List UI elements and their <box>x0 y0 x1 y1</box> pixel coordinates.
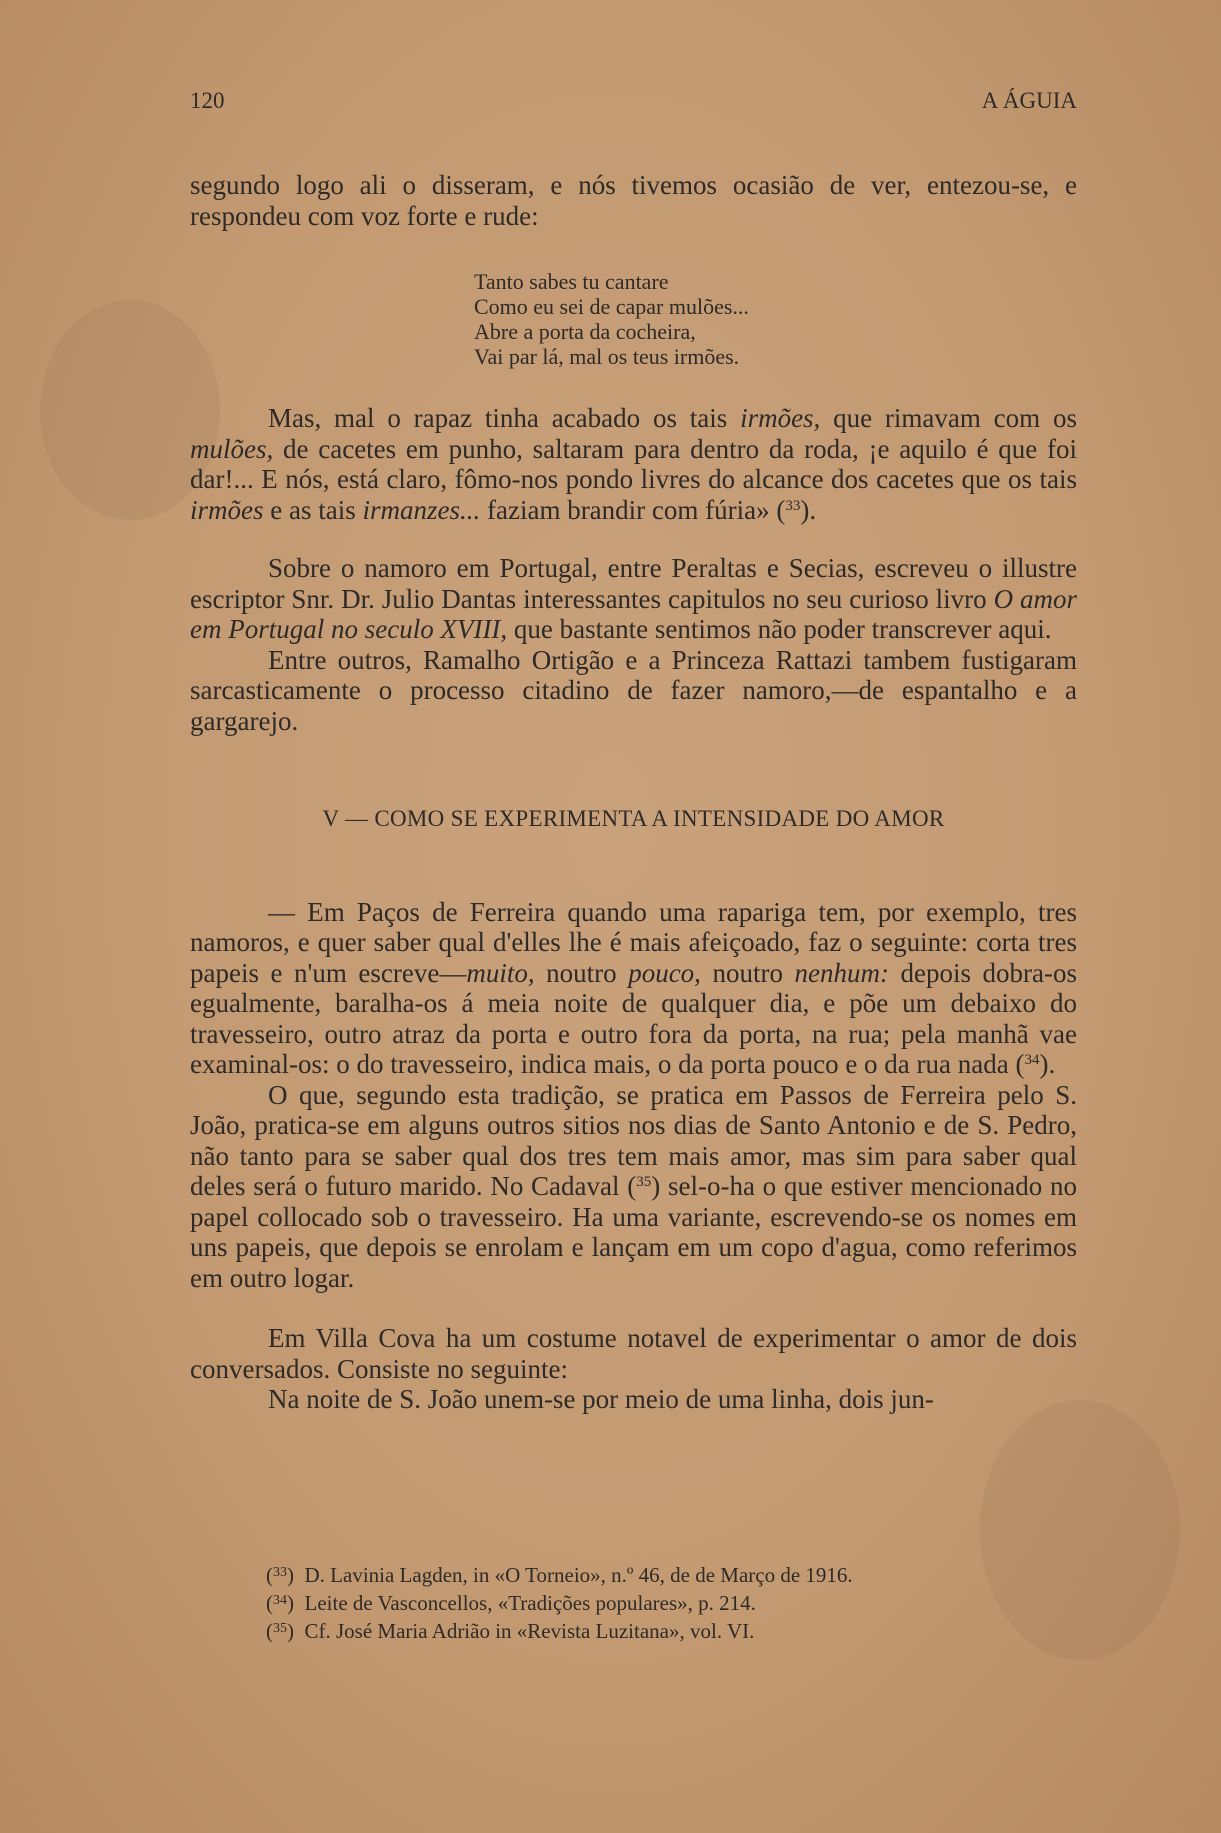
paragraph-2 <box>190 403 1077 525</box>
paragraph-1: segundo logo ali o disseram, e nós tivemos ocasião de ver, entezou-se, e respondeu com voz forte e rude: <box>190 170 1077 231</box>
text-run: ). <box>800 494 817 525</box>
italic-run: pouco, <box>628 957 701 988</box>
verse-line: Vai par lá, mal os teus irmões. <box>474 344 740 369</box>
paragraph-4: Entre outros, Ramalho Ortigão e a Princeza Rattazi tambem fustigaram sarcasticamente o processo citadino de fazer namoro,—de espantalho e a gargarejo. <box>190 644 1077 736</box>
paragraph-5 <box>190 897 1077 1080</box>
text-run: de cacetes em punho, saltaram para dentro da roda, ¡e aquilo é que foi dar!... E nós, está claro, fômo-nos pondo livres do alcance dos cacetes que os tais <box>190 433 1077 494</box>
footnote-paren: ( <box>266 1619 273 1643</box>
footnote-paren: ( <box>266 1563 273 1587</box>
footnotes <box>266 1560 1066 1644</box>
text-run: — Em Paços de Ferreira quando uma rapariga tem, por exemplo, tres namoros, e quer saber qual d'elles lhe é mais afeiçoado, faz o seguinte: corta tres papeis e n'um escreve— <box>190 896 1077 988</box>
section-title: V — COMO SE EXPERIMENTA A INTENSIDADE DO AMOR <box>322 806 945 831</box>
italic-run: O amor em Portugal no seculo XVIII, <box>190 583 1077 644</box>
text-run: Sobre o namoro em Portugal, entre Peraltas e Secias, escreveu o illustre escriptor Snr. Dr. Julio Dantas interessantes capitulos no seu curioso livro <box>190 553 1077 614</box>
italic-run: irmões, <box>740 403 821 433</box>
paragraph-3 <box>190 553 1077 645</box>
verse-block <box>474 269 1077 369</box>
footnote-paren: ) <box>287 1563 294 1587</box>
running-title: A ÁGUIA <box>981 88 1077 113</box>
verse-line: Tanto sabes tu cantare <box>474 269 669 294</box>
paragraph-8: Na noite de S. João unem-se por meio de uma linha, dois jun- <box>268 1384 934 1414</box>
italic-run: muito, <box>466 957 535 988</box>
footnote-number: 33 <box>273 1565 287 1580</box>
footnote-text: Cf. José Maria Adrião in «Revista Luzitana», vol. VI. <box>304 1619 755 1643</box>
text-run: noutro <box>700 957 795 988</box>
italic-run: nenhum: <box>794 957 889 988</box>
text-run: Mas, mal o rapaz tinha acabado os tais <box>268 403 741 433</box>
text-run: O que, segundo esta tradição, se pratica em Passos de Ferreira pelo S. João, pratica-se em alguns outros sitios nos dias de Santo Antonio e de S. Pedro, não tanto para se saber qual dos tres tem mais amor, mas sim para saber qual deles será o futuro marido. No Cadaval ( <box>190 1079 1077 1201</box>
italic-run: mulões, <box>190 433 274 464</box>
text-run: ) sel-o-ha o que estiver mencionado no papel collocado sob o travesseiro. Ha uma variante, escrevendo-se os nomes em uns papeis, que depois se enrolam e lançam em um copo d'agua, como referimos em outro logar. <box>190 1171 1078 1293</box>
footnote-text: Leite de Vasconcellos, «Tradições populares», p. 214. <box>304 1591 756 1615</box>
text-run: faziam brandir com fúria» ( <box>480 494 786 525</box>
footnote-paren: ( <box>266 1591 273 1615</box>
footnote-number: 34 <box>273 1593 287 1608</box>
verse-line: Como eu sei de capar mulões... <box>474 294 749 319</box>
page-header <box>190 88 1077 122</box>
footnote-number: 35 <box>273 1621 287 1636</box>
footnote <box>266 1588 1066 1616</box>
footnote <box>266 1616 1066 1644</box>
text-run: que rimavam com os <box>820 403 1077 433</box>
italic-run: irmanzes... <box>362 494 481 525</box>
footnote <box>266 1560 1066 1588</box>
text-run: e as tais <box>263 494 363 525</box>
page-number: 120 <box>190 88 225 113</box>
footnote-ref: 34 <box>1024 1052 1040 1068</box>
body-text <box>190 170 1077 1415</box>
footnote-ref: 35 <box>636 1174 652 1190</box>
italic-run: irmões <box>190 494 264 525</box>
verse-line: Abre a porta da cocheira, <box>474 319 696 344</box>
footnote-text: D. Lavinia Lagden, in «O Torneio», n.º 46, de de Março de 1916. <box>304 1563 853 1587</box>
footnote-paren: ) <box>287 1619 294 1643</box>
text-run: que bastante sentimos não poder transcrever aqui. <box>507 614 1052 644</box>
text-run: ). <box>1039 1049 1056 1079</box>
footnote-paren: ) <box>287 1591 294 1615</box>
paragraph-7: Em Villa Cova ha um costume notavel de experimentar o amor de dois conversados. Consiste no seguinte: <box>190 1323 1077 1384</box>
paragraph-6 <box>190 1080 1077 1294</box>
text-run: depois dobra-os egualmente, baralha-os á meia noite de qualquer dia, e põe um debaixo do travesseiro, outro atraz da porta e outro fora da porta, na rua; pela manhã vae examinal-os: o do travesseiro, indica mais, o da porta pouco e o da rua nada ( <box>190 957 1077 1079</box>
footnote-ref: 33 <box>785 497 801 514</box>
text-run: noutro <box>534 957 629 988</box>
